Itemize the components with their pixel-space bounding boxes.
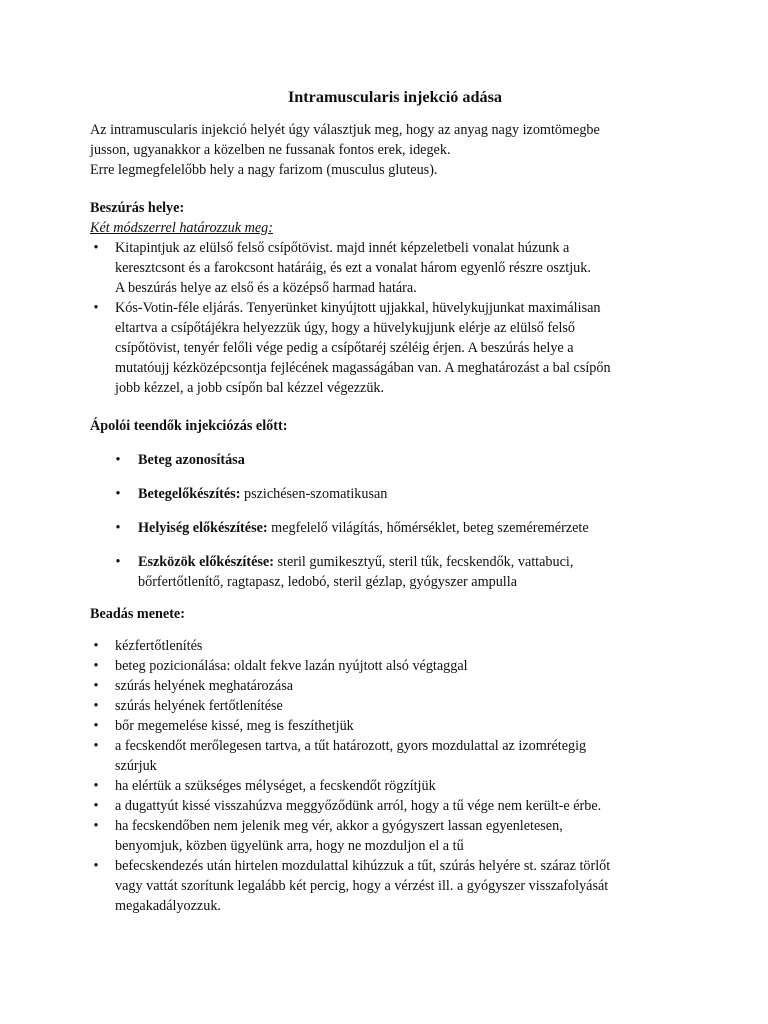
- list-item: • Kitapintjuk az elülső felső csípőtövist. majd innét képzeletbeli vonalat húzunk a keresztcsont és a farokcsont határáig, és ezt a vonalat három egyenlő részre osztjuk. A beszúrás helye az első és a középső harmad határa.: [90, 238, 690, 298]
- section-subheading-methods: Két módszerrel határozzuk meg:: [90, 220, 273, 236]
- bullet-icon: •: [115, 520, 121, 536]
- bullet-icon: •: [93, 798, 99, 814]
- list-item: • a dugattyút kissé visszahúzva meggyőződünk arról, hogy a tű vége nem került-e érbe.: [90, 796, 690, 816]
- bullet-icon: •: [93, 718, 99, 734]
- intro-line: Az intramuscularis injekció helyét úgy választjuk meg, hogy az anyag nagy izomtömegbe: [90, 122, 600, 138]
- bullet-icon: •: [93, 678, 99, 694]
- section-heading-procedure: Beadás menete:: [90, 606, 185, 622]
- bullet-icon: •: [93, 300, 99, 316]
- list-item: • Helyiség előkészítése: megfelelő világítás, hőmérséklet, beteg szeméremérzete: [90, 518, 690, 538]
- list-item: • Beteg azonosítása: [90, 450, 690, 470]
- bullet-icon: •: [93, 778, 99, 794]
- intro-line: jusson, ugyanakkor a közelben ne fussanak fontos erek, idegek.: [90, 142, 451, 158]
- list-item: • kézfertőtlenítés: [90, 636, 690, 656]
- bullet-icon: •: [93, 240, 99, 256]
- nursing-tasks-list: [90, 450, 690, 592]
- bullet-icon: •: [115, 554, 121, 570]
- list-item: • ha elértük a szükséges mélységet, a fecskendőt rögzítjük: [90, 776, 690, 796]
- list-item: • Kós-Votin-féle eljárás. Tenyerünket kinyújtott ujjakkal, hüvelykujjunkat maximálisan eltartva a csípőtájékra helyezzük úgy, hogy a hüvelykujjunk elérje az elülső felső csípőtövist, tenyér felőli vége pedig a csípőtaréj széléig érjen. A beszúrás helye a mutatóujj kézközépcsontja fejlécének magasságában van. A meghatározást a bal csípőn jobb kézzel, a jobb csípőn bal kézzel végezzük.: [90, 298, 690, 398]
- list-item: • Betegelőkészítés: pszichésen-szomatikusan: [90, 484, 690, 504]
- bullet-icon: •: [93, 658, 99, 674]
- document-body: [90, 86, 690, 916]
- list-item: • beteg pozicionálása: oldalt fekve lazán nyújtott alsó végtaggal: [90, 656, 690, 676]
- section-heading-injection-site: Beszúrás helye:: [90, 200, 185, 216]
- list-item: • befecskendezés után hirtelen mozdulattal kihúzzuk a tűt, szúrás helyére st. száraz törlőt vagy vattát szorítunk legalább két percig, hogy a vérzést ill. a gyógyszer visszafolyását megakadályozzuk.: [90, 856, 690, 916]
- document-title: Intramuscularis injekció adása: [287, 88, 503, 106]
- list-item: • bőr megemelése kissé, meg is feszíthetjük: [90, 716, 690, 736]
- bullet-icon: •: [93, 738, 99, 754]
- bullet-icon: •: [115, 452, 121, 468]
- list-item: • Eszközök előkészítése: steril gumikesztyű, steril tűk, fecskendők, vattabuci, bőrfertőtlenítő, ragtapasz, ledobó, steril gézlap, gyógyszer ampulla: [90, 552, 690, 592]
- bullet-icon: •: [93, 858, 99, 874]
- injection-site-methods-list: [90, 238, 690, 398]
- section-heading-nursing-tasks: Ápolói teendők injekciózás előtt:: [90, 418, 288, 434]
- list-item: • ha fecskendőben nem jelenik meg vér, akkor a gyógyszert lassan egyenletesen, benyomjuk, közben ügyelünk arra, hogy ne mozduljon el a tű: [90, 816, 690, 856]
- bullet-icon: •: [115, 486, 121, 502]
- intro-paragraph: [90, 120, 690, 180]
- list-item: • szúrás helyének meghatározása: [90, 676, 690, 696]
- bullet-icon: •: [93, 698, 99, 714]
- list-item: • a fecskendőt merőlegesen tartva, a tűt határozott, gyors mozdulattal az izomrétegig szúrjuk: [90, 736, 690, 776]
- bullet-icon: •: [93, 818, 99, 834]
- list-item: • szúrás helyének fertőtlenítése: [90, 696, 690, 716]
- intro-line: Erre legmegfelelőbb hely a nagy farizom (musculus gluteus).: [90, 162, 438, 178]
- bullet-icon: •: [93, 638, 99, 654]
- procedure-steps-list: [90, 636, 690, 916]
